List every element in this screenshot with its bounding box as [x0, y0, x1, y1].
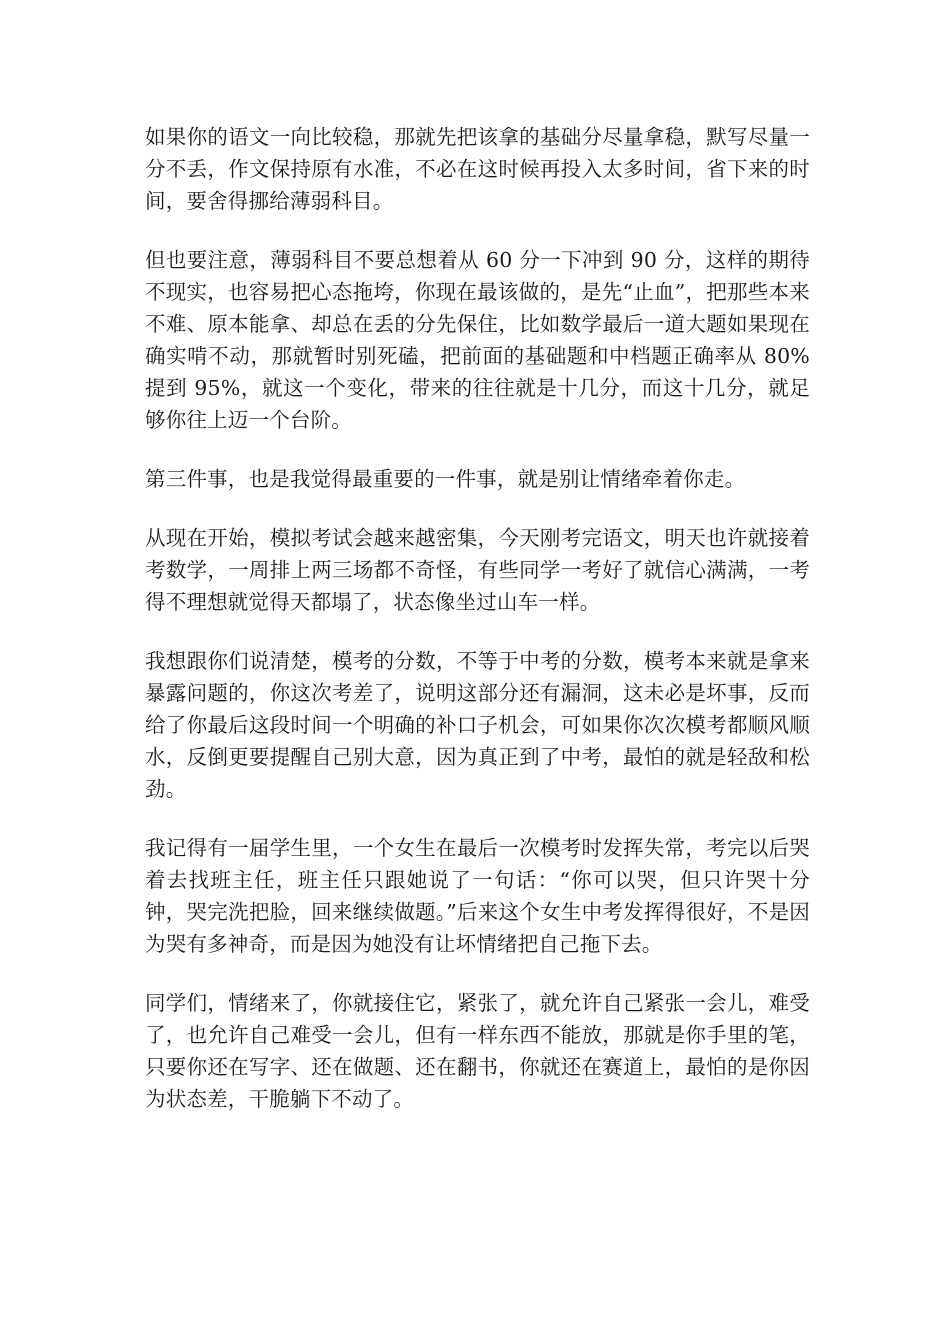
paragraph: 我想跟你们说清楚，模考的分数，不等于中考的分数，模考本来就是拿来暴露问题的，你这次考差了，说明这部分还有漏洞，这未必是坏事，反而给了你最后这段时间一个明确的补口子机会，可如果你次次模考都顺风顺水，反倒更要提醒自己别大意，因为真正到了中考，最怕的就是轻敌和松劲。 [145, 649, 810, 801]
paragraph: 同学们，情绪来了，你就接住它，紧张了，就允许自己紧张一会儿，难受了，也允许自己难受一会儿，但有一样东西不能放，那就是你手里的笔，只要你还在写字、还在做题、还在翻书，你就还在赛道上，最怕的是你因为状态差，干脆躺下不动了。 [145, 991, 810, 1111]
paragraph: 我记得有一届学生里，一个女生在最后一次模考时发挥失常，考完以后哭着去找班主任，班主任只跟她说了一句话：“你可以哭，但只许哭十分钟，哭完洗把脸，回来继续做题。”后来这个女生中考发挥得很好，不是因为哭有多神奇，而是因为她没有让坏情绪把自己拖下去。 [145, 836, 810, 956]
paragraph: 如果你的语文一向比较稳，那就先把该拿的基础分尽量拿稳，默写尽量一分不丢，作文保持原有水准，不必在这时候再投入太多时间，省下来的时间，要舍得挪给薄弱科目。 [145, 125, 810, 213]
document-body [145, 121, 810, 1142]
paragraph: 从现在开始，模拟考试会越来越密集，今天刚考完语文，明天也许就接着考数学，一周排上两三场都不奇怪，有些同学一考好了就信心满满，一考得不理想就觉得天都塌了，状态像坐过山车一样。 [145, 526, 810, 614]
paragraph: 第三件事，也是我觉得最重要的一件事，就是别让情绪牵着你走。 [145, 467, 746, 491]
paragraph: 但也要注意，薄弱科目不要总想着从 60 分一下冲到 90 分，这样的期待不现实，也容易把心态拖垮，你现在最该做的，是先“止血”，把那些本来不难、原本能拿、却总在丢的分先保住，比如数学最后一道大题如果现在确实啃不动，那就暂时别死磕，把前面的基础题和中档题正确率从 80%提到 95%，就这一个变化，带来的往往就是十几分，而这十几分，就足够你往上迈一个台阶。 [145, 248, 810, 432]
